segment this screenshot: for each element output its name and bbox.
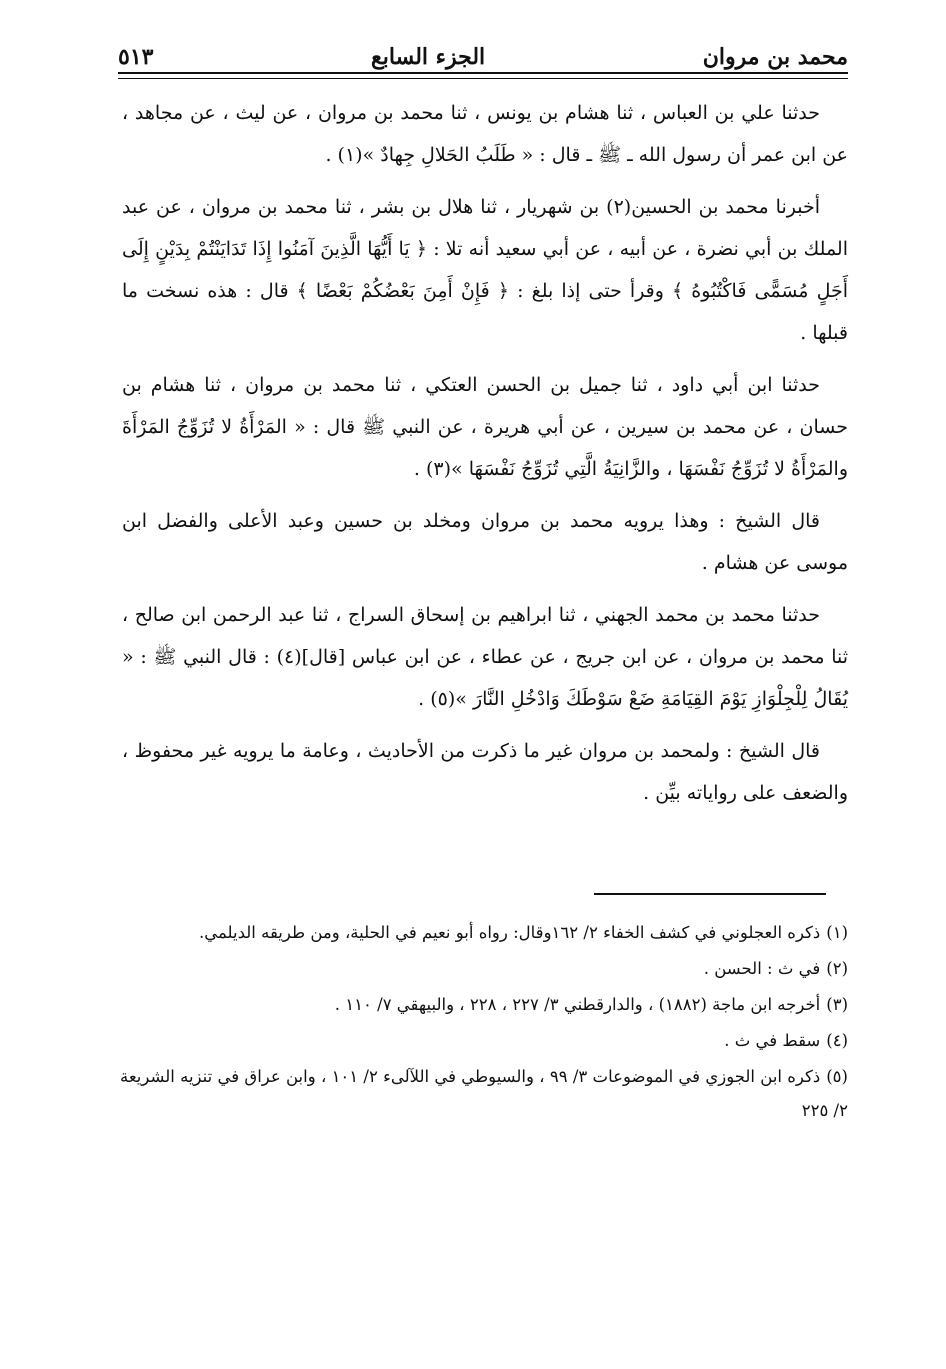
chapter-title: الجزء السابع: [371, 44, 486, 70]
paragraph-5: حدثنا محمد بن محمد الجهني ، ثنا ابراهيم بن إسحاق السراج ، ثنا عبد الرحمن ابن صالح ، ثنا محمد بن مروان ، عن ابن جريج ، عن عطاء ، عن ابن عباس [قال](٤) : قال النبي ﷺ : « يُقَالُ لِلْجِلْوَازِ يَوْمَ القِيَامَةِ ضَعْ سَوْطَكَ وَادْخُلِ النَّارَ »(٥) .: [122, 604, 849, 710]
footnote-1: [120, 916, 848, 950]
footnote-4: [120, 1024, 848, 1058]
footnote-separator: [594, 893, 826, 895]
paragraph-3: حدثنا ابن أبي داود ، ثنا جميل بن الحسن العتكي ، ثنا محمد بن مروان ، ثنا هشام بن حسان ، عن محمد بن سيرين ، عن أبي هريرة ، عن النبي ﷺ قال : « المَرْأَةُ لا تُزَوِّجُ المَرْأَةَ والمَرْأَةُ لا تُزَوِّجُ نَفْسَهَا ، والزَّانِيَةُ الَّتِي تُزَوِّجُ نَفْسَهَا »(٣) .: [122, 374, 848, 480]
footnote-text: أخرجه ابن ماجة (١٨٨٢) ، والدارقطني ٣/ ٢٢٧ ، ٢٢٨ ، والبيهقي ٧/ ١١٠ .: [334, 995, 821, 1014]
footnote-number: (١): [826, 923, 848, 942]
footnote-text: في ث : الحسن .: [703, 959, 821, 978]
paragraph-6: قال الشيخ : ولمحمد بن مروان غير ما ذكرت من الأحاديث ، وعامة ما يرويه غير محفوظ ، والضعف على رواياته بيِّن .: [122, 740, 848, 804]
footnote-text: ذكره العجلوني في كشف الخفاء ٢/ ١٦٢وقال: رواه أبو نعيم في الحلية، ومن طريقه الديلمي.: [199, 923, 821, 942]
page-number: ٥١٣: [118, 44, 154, 70]
footnote-number: (٢): [826, 959, 848, 978]
paragraph-4: قال الشيخ : وهذا يرويه محمد بن مروان ومخلد بن حسين وعبد الأعلى والفضل ابن موسى عن هشام .: [122, 510, 848, 574]
footnote-3: [120, 988, 848, 1022]
footnote-text: سقط في ث .: [724, 1031, 821, 1050]
footnote-number: (٥): [826, 1067, 848, 1086]
paragraph-2: أخبرنا محمد بن الحسين(٢) بن شهريار ، ثنا هلال بن بشر ، ثنا محمد بن مروان ، عن عبد الملك بن أبي نضرة ، عن أبيه ، عن أبي سعيد أنه تلا : ﴿ يَا أَيُّهَا الَّذِينَ آمَنُوا إِذَا تَدَايَنْتُمْ بِدَيْنٍ إِلَى أَجَلٍ مُسَمًّى فَاكْتُبُوهُ ﴾ وقرأ حتى إذا بلغ : ﴿ فَإِنْ أَمِنَ بَعْضُكُمْ بَعْضًا ﴾ قال : هذه نسخت ما قبلها .: [122, 196, 848, 344]
footnote-number: (٤): [826, 1031, 848, 1050]
footnote-5: [120, 1060, 848, 1128]
footnote-text: ذكره ابن الجوزي في الموضوعات ٣/ ٩٩ ، والسيوطي في اللآلىء ٢/ ١٠١ ، وابن عراق في تنزيه الشريعة ٢/ ٢٢٥: [120, 1067, 848, 1120]
page-header: [118, 34, 848, 70]
footnote-2: [120, 952, 848, 986]
footnotes: [120, 916, 848, 1130]
footnote-number: (٣): [826, 995, 848, 1014]
header-rule-thin: [118, 78, 848, 79]
running-title: محمد بن مروان: [702, 44, 848, 70]
main-text: [122, 92, 848, 824]
header-rule: [118, 72, 848, 74]
paragraph-1: حدثنا علي بن العباس ، ثنا هشام بن يونس ، ثنا محمد بن مروان ، عن ليث ، عن مجاهد ، عن ابن عمر أن رسول الله ـ ﷺ ـ قال : « طَلَبُ الحَلالِ جِهادٌ »(١) .: [122, 102, 848, 166]
